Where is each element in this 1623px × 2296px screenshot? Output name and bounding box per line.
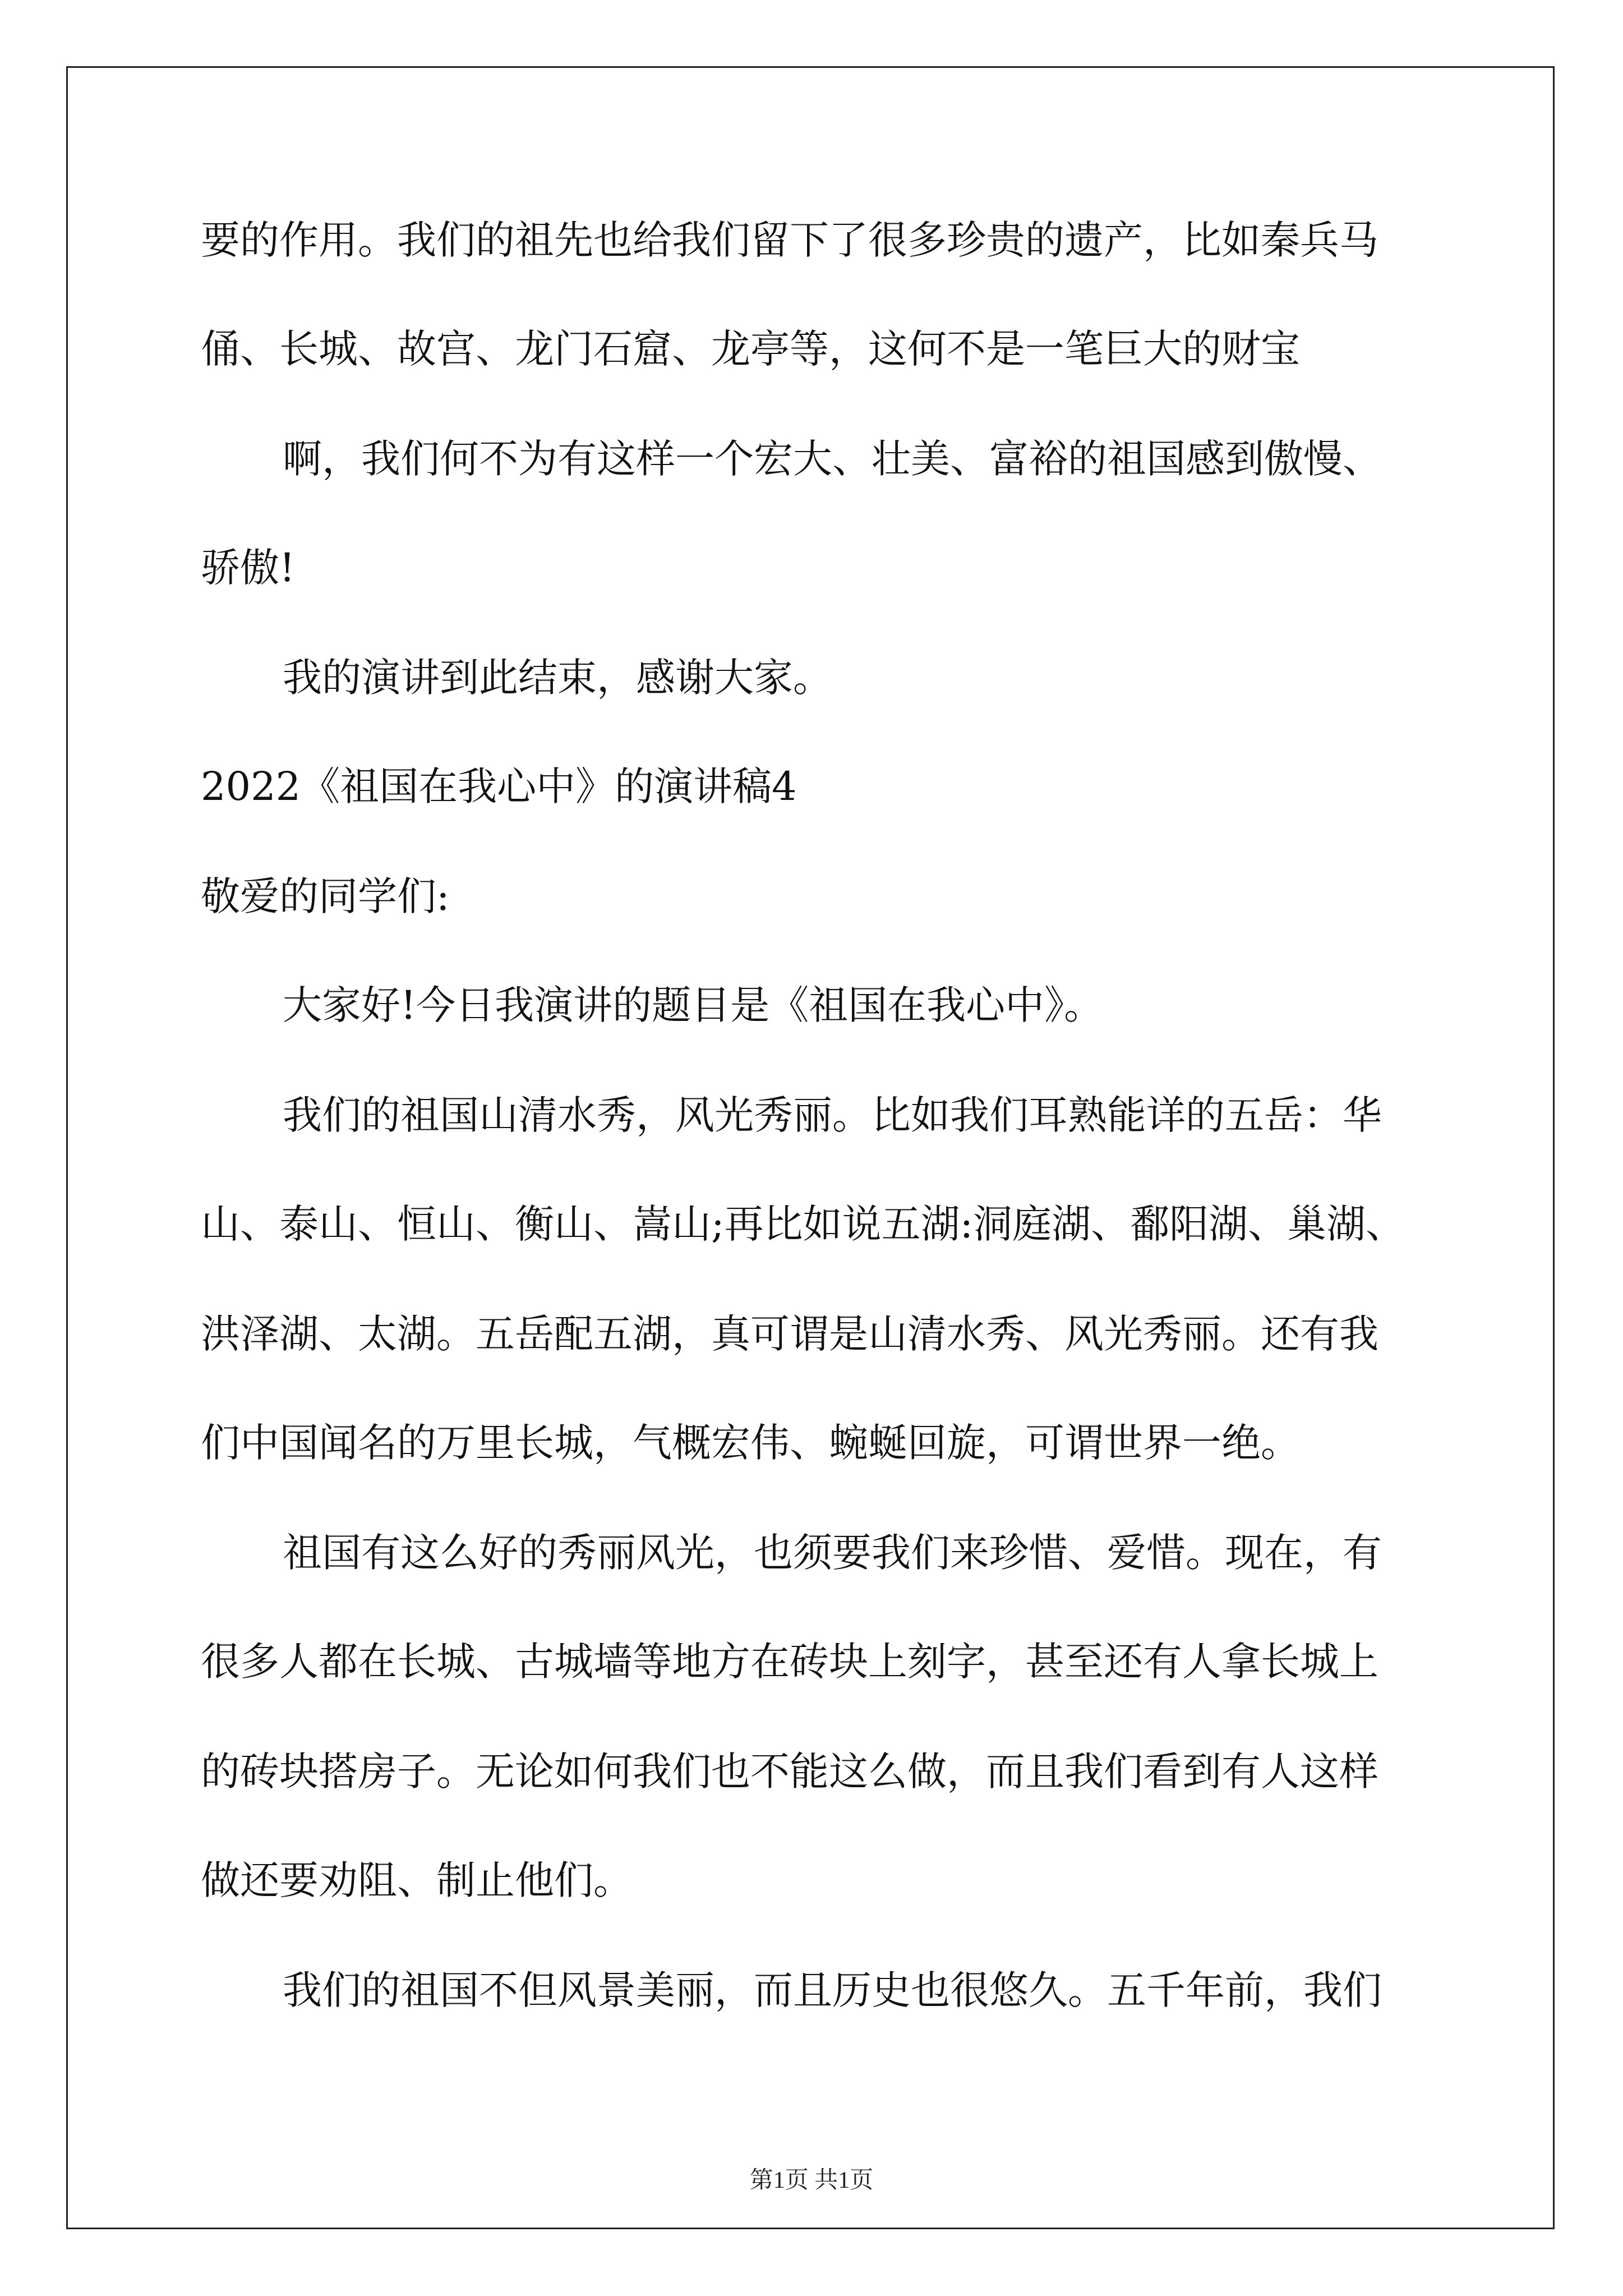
text-line: 我们的祖国山清水秀，风光秀丽。比如我们耳熟能详的五岳：华 [283, 1092, 1382, 1138]
text-line: 要的作用。我们的祖先也给我们留下了很多珍贵的遗产，比如秦兵马 [201, 217, 1378, 263]
text-line: 祖国有这么好的秀丽风光，也须要我们来珍惜、爱惜。现在，有 [283, 1530, 1382, 1576]
text-line: 骄傲! [201, 545, 296, 591]
text-line: 做还要劝阻、制止他们。 [201, 1857, 633, 1903]
section-heading: 2022《祖国在我心中》的演讲稿4 [201, 763, 797, 809]
page-number-footer: 第1页 共1页 [749, 2168, 874, 2193]
text-line: 啊，我们何不为有这样一个宏大、壮美、富裕的祖国感到傲慢、 [283, 436, 1382, 482]
text-line: 很多人都在长城、古城墙等地方在砖块上刻字，甚至还有人拿长城上 [201, 1639, 1378, 1685]
text-line: 大家好!今日我演讲的题目是《祖国在我心中》。 [283, 982, 1104, 1028]
text-line: 俑、长城、故宫、龙门石窟、龙亭等，这何不是一笔巨大的财宝 [201, 326, 1300, 372]
text-line: 我的演讲到此结束，感谢大家。 [283, 655, 832, 701]
text-line: 们中国闻名的万里长城，气概宏伟、蜿蜒回旋，可谓世界一绝。 [201, 1420, 1300, 1466]
text-line: 洪泽湖、太湖。五岳配五湖，真可谓是山清水秀、风光秀丽。还有我 [201, 1311, 1378, 1357]
text-line: 山、泰山、恒山、衡山、嵩山;再比如说五湖:洞庭湖、鄱阳湖、巢湖、 [201, 1201, 1405, 1247]
text-line: 我们的祖国不但风景美丽，而且历史也很悠久。五千年前，我们 [283, 1967, 1382, 2013]
salutation: 敬爱的同学们: [201, 873, 450, 919]
page-border [66, 66, 1555, 2229]
text-line: 的砖块搭房子。无论如何我们也不能这么做，而且我们看到有人这样 [201, 1749, 1378, 1795]
